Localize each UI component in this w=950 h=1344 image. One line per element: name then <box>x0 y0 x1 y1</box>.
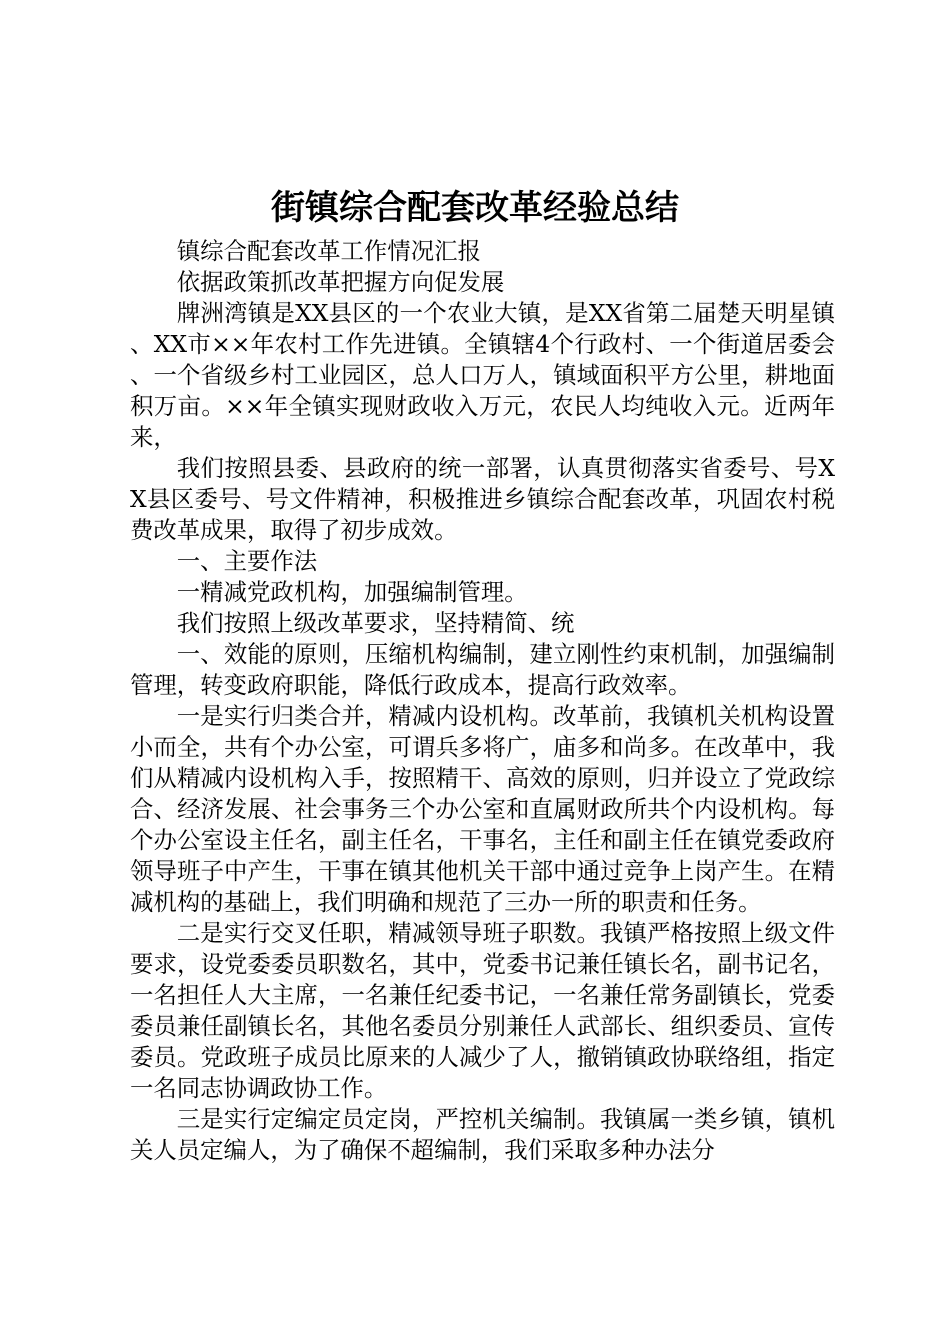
paragraph-subtitle: 依据政策抓改革把握方向促发展 <box>176 268 505 296</box>
paragraph-town-overview: 牌洲湾镇是XX县区的一个农业大镇，是XX省第二届楚天明星镇、XX市××年农村工作先进镇。全镇辖4个行政村、一个街道居委会、一个省级乡村工业园区，总人口万人，镇域面积平方公里，耕地面积万亩。××年全镇实现财政收入万元，农民人均纯收入元。近两年来， <box>130 299 835 451</box>
document-title: 街镇综合配套改革经验总结 <box>271 188 679 228</box>
paragraph-report-title: 镇综合配套改革工作情况汇报 <box>176 237 481 265</box>
paragraph-section-heading: 一、主要作法 <box>176 547 318 575</box>
paragraph-principle: 一、效能的原则，压缩机构编制，建立刚性约束机制，加强编制管理，转变政府职能，降低行政成本，提高行政效率。 <box>130 640 835 699</box>
paragraph-point-three: 三是实行定编定员定岗，严控机关编制。我镇属一类乡镇，镇机关人员定编人，为了确保不超编制，我们采取多种办法分 <box>130 1105 835 1164</box>
paragraph-point-two: 二是实行交叉任职，精减领导班子职数。我镇严格按照上级文件要求，设党委委员职数名，其中，党委书记兼任镇长名，副书记名，一名担任人大主席，一名兼任纪委书记，一名兼任常务副镇长，党委委员兼任副镇长名，其他名委员分别兼任人武部长、组织委员、宣传委员。党政班子成员比原来的人减少了人，撤销镇政协联络组，指定一名同志协调政协工作。 <box>130 919 835 1102</box>
paragraph-principle-intro: 我们按照上级改革要求，坚持精简、统 <box>176 609 575 637</box>
paragraph-subheading: 一精减党政机构，加强编制管理。 <box>176 578 528 606</box>
document-body <box>130 236 835 1166</box>
paragraph-deployment: 我们按照县委、县政府的统一部署，认真贯彻落实省委号、号XX县区委号、号文件精神，积极推进乡镇综合配套改革，巩固农村税费改革成果，取得了初步成效。 <box>130 454 835 544</box>
paragraph-point-one: 一是实行归类合并，精减内设机构。改革前，我镇机关机构设置小而全，共有个办公室，可谓兵多将广，庙多和尚多。在改革中，我们从精减内设机构入手，按照精干、高效的原则，归并设立了党政综合、经济发展、社会事务三个办公室和直属财政所共个内设机构。每个办公室设主任名，副主任名，干事名，主任和副主任在镇党委政府领导班子中产生，干事在镇其他机关干部中通过竞争上岗产生。在精减机构的基础上，我们明确和规范了三办一所的职责和任务。 <box>130 702 835 916</box>
